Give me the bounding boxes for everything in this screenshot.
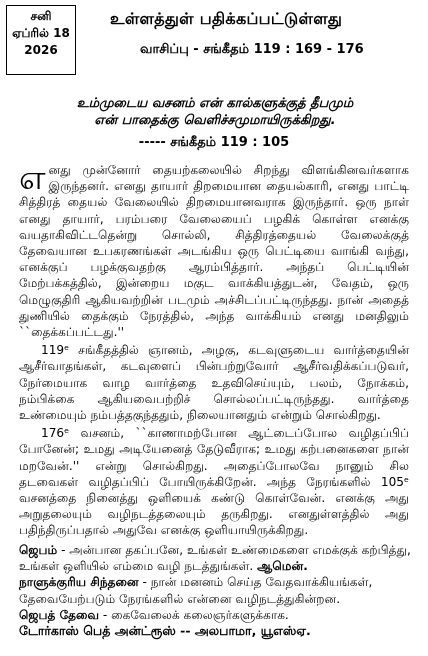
paragraph-1 xyxy=(19,158,409,340)
date-box xyxy=(6,5,76,75)
thought-text: - நான் மனனம் செய்த வேதவாக்கியங்கள், தேவையேற்படும் நேரங்களில் என்னை வழிநடத்துகின்றன. xyxy=(19,575,373,606)
prayer-need xyxy=(19,607,414,623)
prayer-text: - அன்பான தகப்பனே, உங்கள் உண்மைகளை எமக்குக் கற்பித்து, உங்கள் ஒளியில் எம்மை வழி நடத்துங்கள். xyxy=(19,543,411,574)
thought-label: நாளுக்குரிய சிந்தனை xyxy=(19,575,139,590)
prayer-need-text: - கைவேலைக் கலைஞர்களுக்காக. xyxy=(99,607,289,622)
reading-reference: வாசிப்பு - சங்கீதம் 119 : 169 - 176 xyxy=(140,42,364,57)
devotional-footer xyxy=(19,542,414,639)
prayer-label: ஜெபம் xyxy=(19,543,58,557)
page-title: உள்ளத்துள் பதிக்கப்பட்டுள்ளது xyxy=(110,9,343,28)
key-verse-line-1: உம்முடைய வசனம் என் கால்களுக்குத் தீபமும் xyxy=(76,96,354,111)
thought-for-day xyxy=(19,574,414,606)
author-line: டோர்காஸ் பெத் அன்ட்ரூஸ் -- அலபாமா, யூஎஸ்ஏ. xyxy=(19,623,311,639)
key-verse xyxy=(30,95,400,129)
date-day: சனி xyxy=(30,9,52,23)
prayer-need-label: ஜெபத் தேவை xyxy=(19,607,100,622)
key-verse-line-2: என் பாதைக்கு வெளிச்சமுமாயிருக்கிறது. xyxy=(94,113,336,128)
devotional-body xyxy=(19,158,409,541)
prayer xyxy=(19,542,414,574)
date-year: 2026 xyxy=(24,43,58,57)
date-month-day: ஏப்ரில் 18 xyxy=(12,26,70,40)
prayer-amen: ஆமென். xyxy=(257,559,308,574)
paragraph-1-text: னது முன்னோர் தையற்கலையில் சிறந்து விளங்கினவர்களாக இருந்தனர். எனது தாயார் திறமையான தையல்காரி, எனது பாட்டி சித்திரத் தையல் வேலையில் திறமையானவராக இருந்தார். ஒரு நாள் எனது தாயார், பரம்பரை வேலையைப் பழகிக் கொள்ள எனக்கு வயதாகிவிட்டதென்று சொல்லி, சித்திரத்தையல் வேலைக்குத் தேவையான உபகரணங்கள் அடங்கிய ஒரு பெட்டியை வாங்கி வந்து, எனக்குப் பழக்குவதற்கு ஆரம்பித்தார். அந்தப் பெட்டியின் மேற்பக்கத்தில், இன்றைய மகுட வாக்கியத்துடன், வேதம், ஒரு மெழுகுதிரி ஆகியவற்றின் படமும் அச்சிடப்பட்டிருந்தது. நான் அதைத் துணியில் தைக்கும் நேரத்தில், அந்த வாக்கியம் எனது மனதிலும் ``தைக்கப்பட்டது.'' xyxy=(19,163,409,340)
paragraph-2: 119ᵉ சங்கீதத்தில் ஞானம், அழகு, கடவுளுடைய வார்த்தையின் ஆசீர்வாதங்கள், கடவுளைப் பின்பற்றுவோர் ஆசீர்வதிக்கப்படுவர், நேர்மையாக வாழ வார்த்தை உதவிசெய்யும், பலம், நோக்கம், நம்பிக்கை ஆகியவைபற்றிச் சொல்லப்பட்டிருந்தது. வார்த்தை உண்மையும் நம்பத்தகுந்ததும், நிலையானதும் என்றும் சொல்கிறது. xyxy=(19,343,409,423)
key-verse-reference: ----- சங்கீதம் 119 : 105 xyxy=(138,135,290,150)
paragraph-3: 176ᵉ வசனம், ``காணாமற்போன ஆட்டைப்போல வழிதப்பிப் போனேன்; உமது அடியேனைத் தேடுவீராக; உமது கற்பனைகளை நான் மறவேன்.'' என்று சொல்கிறது. அதைப்போலவே நானும் சில தடவைகள் வழிதப்பிப் போயிருக்கிறேன். அந்த நேரங்களில் 105ᵉ வசனத்தை நினைத்து ஒளியைக் கண்டு கொள்வேன். எனக்கு அது அறுதலையும் வழிநடத்தலையும் தருகிறது. எனதுள்ளத்தில் அது பதிந்திருப்பதால் அதுவே எனக்கு ஒளியாயிருக்கிறது. xyxy=(19,426,409,538)
drop-cap: எ xyxy=(19,158,46,198)
